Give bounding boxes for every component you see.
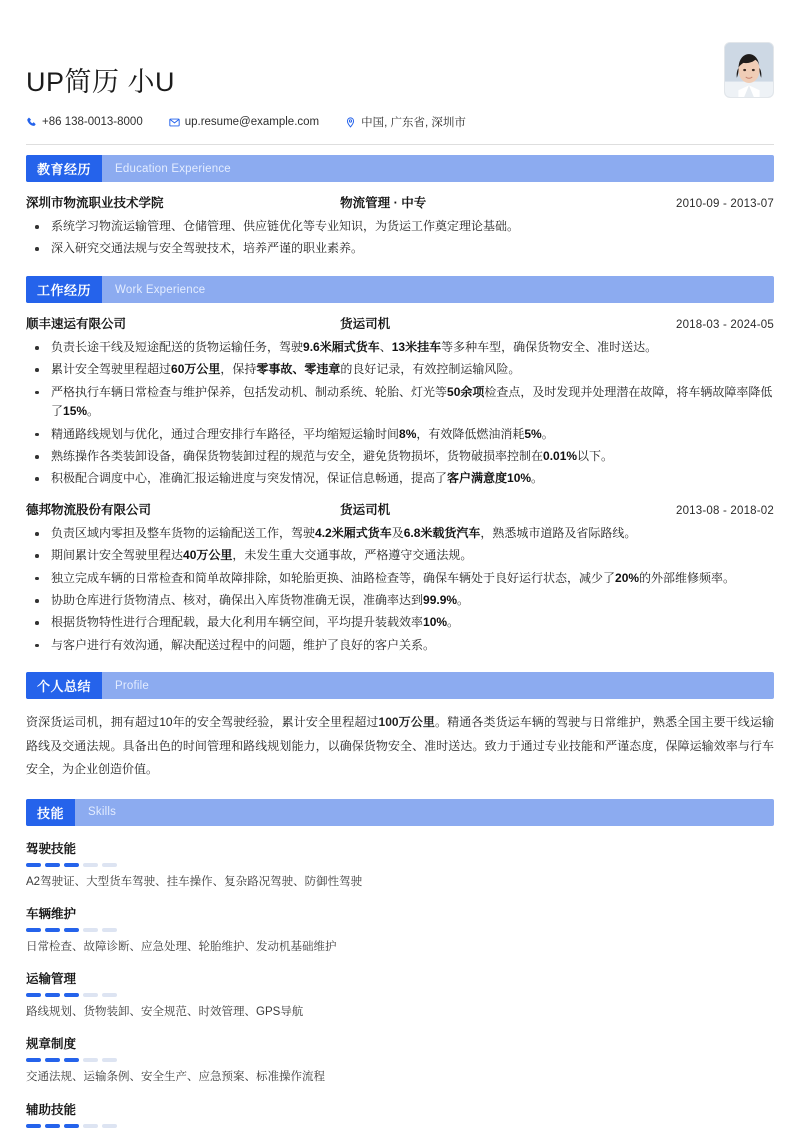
skill-level-segment [26, 1124, 41, 1128]
skill-level-segment [45, 863, 60, 867]
list-item: 根据货物特性进行合理配载，最大化利用车辆空间，平均提升装载效率10%。 [26, 613, 774, 633]
list-item: 与客户进行有效沟通，解决配送过程中的问题，维护了良好的客户关系。 [26, 636, 774, 656]
date-range: 2013-08 - 2018-02 [675, 505, 774, 518]
header-divider [26, 144, 774, 145]
skill-level-meter [26, 1124, 774, 1128]
skill-level-segment [26, 1058, 41, 1062]
section-title-cn: 个人总结 [26, 672, 102, 699]
skill-name: 规章制度 [26, 1037, 77, 1052]
resume-sheet [0, 20, 800, 1130]
skill-level-segment [102, 928, 117, 932]
section-work [26, 276, 774, 655]
list-item: 深入研究交通法规与安全驾驶技术，培养严谨的职业素养。 [26, 239, 774, 259]
skill-level-segment [102, 993, 117, 997]
skill-block [26, 904, 774, 956]
contact-row [26, 114, 774, 130]
date-range: 2018-03 - 2024-05 [675, 319, 774, 332]
skill-level-segment [45, 1058, 60, 1062]
skill-level-segment [45, 1124, 60, 1128]
skill-level-meter [26, 928, 774, 932]
skill-block [26, 1100, 774, 1128]
skill-level-segment [26, 993, 41, 997]
section-title-en: Skills [88, 806, 117, 819]
skill-level-segment [45, 993, 60, 997]
list-item: 负责长途干线及短途配送的货物运输任务，驾驶9.6米厢式货车、13米挂车等多种车型，确保货物安全、准时送达。 [26, 338, 774, 358]
skill-level-segment [83, 993, 98, 997]
education-bullets [26, 217, 774, 259]
skill-level-segment [26, 928, 41, 932]
work-entry [26, 314, 774, 489]
section-header-education [26, 155, 774, 182]
skill-level-segment [102, 1058, 117, 1062]
skill-level-segment [83, 1058, 98, 1062]
contact-location[interactable] [345, 114, 466, 130]
skill-level-meter [26, 1058, 774, 1062]
education-entry [26, 193, 774, 259]
skill-level-segment [64, 1058, 79, 1062]
section-title-cn: 工作经历 [26, 276, 102, 303]
mail-icon [169, 117, 180, 128]
contact-phone-text: +86 138-0013-8000 [42, 116, 143, 129]
contact-phone[interactable] [26, 116, 143, 128]
skill-description: 交通法规、运输条例、安全生产、应急预案、标准操作流程 [26, 1071, 325, 1084]
list-item: 精通路线规划与优化，通过合理安排行车路径，平均缩短运输时间8%，有效降低燃油消耗5%。 [26, 425, 774, 445]
section-education [26, 155, 774, 259]
section-header-skills [26, 799, 774, 826]
list-item: 积极配合调度中心，准确汇报运输进度与突发情况，保证信息畅通，提高了客户满意度10%。 [26, 469, 774, 489]
skill-level-segment [26, 863, 41, 867]
skill-level-segment [102, 863, 117, 867]
skill-name: 驾驶技能 [26, 841, 77, 856]
list-item: 系统学习物流运输管理、仓储管理、供应链优化等专业知识，为货运工作奠定理论基础。 [26, 217, 774, 237]
company-name: 顺丰速运有限公司 [26, 317, 127, 332]
section-skills [26, 799, 774, 1128]
contact-email-text: up.resume@example.com [184, 116, 320, 129]
skill-description: 日常检查、故障诊断、应急处理、轮胎维护、发动机基础维护 [26, 940, 337, 953]
work-bullets [26, 524, 774, 655]
section-title-en: Work Experience [115, 283, 206, 296]
name-row [26, 48, 774, 98]
job-title: 货运司机 [340, 503, 391, 518]
skill-level-segment [64, 863, 79, 867]
avatar [724, 42, 774, 98]
section-header-work [26, 276, 774, 303]
entry-header [26, 314, 774, 332]
skill-level-meter [26, 863, 774, 867]
skill-level-segment [83, 863, 98, 867]
skill-block [26, 839, 774, 891]
section-header-profile [26, 672, 774, 699]
list-item: 累计安全驾驶里程超过60万公里，保持零事故、零违章的良好记录，有效控制运输风险。 [26, 360, 774, 380]
list-item: 期间累计安全驾驶里程达40万公里，未发生重大交通事故，严格遵守交通法规。 [26, 546, 774, 566]
profile-body: 资深货运司机，拥有超过10年的安全驾驶经验，累计安全里程超过100万公里。精通各类货运车辆的驾驶与日常维护，熟悉全国主要干线运输路线及交通法规。具备出色的时间管理和路线规划能力，以确保货物安全、准时送达。致力于通过专业技能和严谨态度，保障运输效率与行车安全，为企业创造价值。 [26, 715, 774, 777]
date-range: 2010-09 - 2013-07 [675, 198, 774, 210]
section-title-cn: 技能 [26, 799, 75, 826]
work-entry [26, 500, 774, 655]
list-item: 协助仓库进行货物清点、核对，确保出入库货物准确无误，准确率达到99.9%。 [26, 591, 774, 611]
skill-name: 运输管理 [26, 972, 77, 987]
skill-level-segment [102, 1124, 117, 1128]
list-item: 独立完成车辆的日常检查和简单故障排除，如轮胎更换、油路检查等，确保车辆处于良好运行状态，减少了20%的外部维修频率。 [26, 569, 774, 589]
company-name: 德邦物流股份有限公司 [26, 503, 152, 518]
list-item: 熟练操作各类装卸设备，确保货物装卸过程的规范与安全，避免货物损坏，货物破损率控制在0.01%以下。 [26, 447, 774, 467]
skill-level-segment [64, 993, 79, 997]
skill-name: 车辆维护 [26, 906, 77, 921]
phone-icon [26, 117, 37, 128]
contact-location-text: 中国, 广东省, 深圳市 [361, 117, 466, 130]
list-item: 严格执行车辆日常检查与维护保养，包括发动机、制动系统、轮胎、灯光等50余项检查点，及时发现并处理潜在故障，将车辆故障率降低了15%。 [26, 383, 774, 423]
skill-block [26, 1034, 774, 1086]
entry-header [26, 193, 774, 211]
major-degree: 物流管理 · 中专 [340, 196, 427, 210]
location-pin-icon [345, 117, 356, 128]
work-bullets [26, 338, 774, 489]
skill-description: 路线规划、货物装卸、安全规范、时效管理、GPS导航 [26, 1006, 304, 1019]
skill-level-segment [64, 1124, 79, 1128]
skill-level-meter [26, 993, 774, 997]
skill-level-segment [45, 928, 60, 932]
skill-level-segment [83, 928, 98, 932]
contact-email[interactable] [169, 116, 319, 128]
section-title-en: Education Experience [115, 162, 231, 175]
skill-description: A2驾驶证、大型货车驾驶、挂车操作、复杂路况驾驶、防御性驾驶 [26, 875, 363, 888]
job-title: 货运司机 [340, 317, 391, 332]
resume-header [26, 20, 774, 138]
skill-level-segment [83, 1124, 98, 1128]
skill-level-segment [64, 928, 79, 932]
section-title-en: Profile [115, 679, 150, 692]
skills-list [26, 839, 774, 1128]
list-item: 负责区域内零担及整车货物的运输配送工作，驾驶4.2米厢式货车及6.8米载货汽车，熟悉城市道路及省际路线。 [26, 524, 774, 544]
skill-block [26, 969, 774, 1021]
skill-name: 辅助技能 [26, 1102, 77, 1117]
school-name: 深圳市物流职业技术学院 [26, 196, 164, 210]
section-profile [26, 672, 774, 781]
entry-header [26, 500, 774, 518]
page-title: UP简历 小U [26, 67, 176, 97]
section-title-cn: 教育经历 [26, 155, 102, 182]
avatar-photo-icon [725, 43, 773, 97]
